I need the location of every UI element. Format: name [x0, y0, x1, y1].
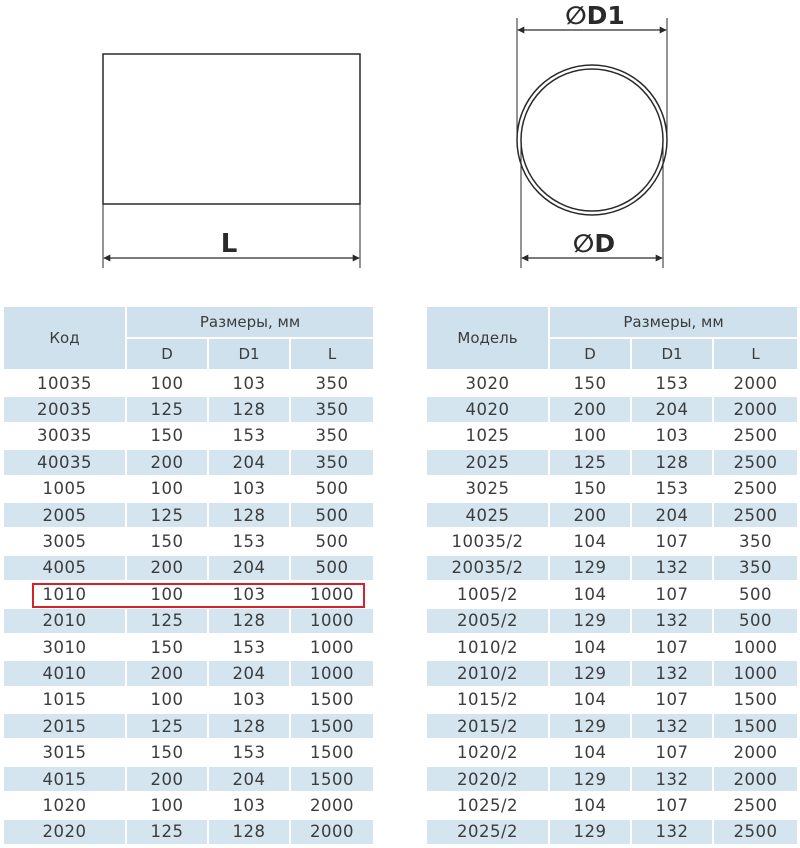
cell-d: 129: [550, 609, 632, 635]
cell-l: 350: [291, 371, 373, 397]
table-row: [4, 609, 373, 635]
cell-d: 104: [550, 688, 632, 714]
table-row: [427, 424, 797, 450]
cell-code: 3020: [427, 371, 550, 397]
cell-d1: 103: [209, 793, 291, 819]
cell-code: 4015: [4, 767, 127, 793]
table-row: [427, 529, 797, 555]
cell-d: 200: [127, 661, 209, 687]
table-row: [4, 793, 373, 819]
cell-l: 1500: [291, 740, 373, 766]
cell-code: 2010: [4, 609, 127, 635]
cell-d1: 153: [632, 477, 714, 503]
cell-l: 1500: [714, 688, 797, 714]
cell-d1: 153: [632, 371, 714, 397]
table-row: [427, 582, 797, 608]
cell-l: 2000: [714, 740, 797, 766]
cell-l: 2000: [714, 767, 797, 793]
cell-code: 1010: [4, 582, 127, 608]
table-row: [427, 767, 797, 793]
cell-d: 150: [550, 371, 632, 397]
cell-d1: 107: [632, 793, 714, 819]
table-row: [427, 793, 797, 819]
cell-code: 3015: [4, 740, 127, 766]
table-row: [4, 661, 373, 687]
cell-code: 20035/2: [427, 556, 550, 582]
table-row: [4, 767, 373, 793]
cell-l: 2000: [714, 371, 797, 397]
cell-l: 1500: [291, 767, 373, 793]
cell-d1: 132: [632, 820, 714, 846]
cell-d1: 107: [632, 688, 714, 714]
cell-d1: 132: [632, 767, 714, 793]
cell-l: 2500: [714, 503, 797, 529]
dimensions-table-left: [4, 307, 373, 846]
cell-d: 125: [127, 609, 209, 635]
cell-code: 10035: [4, 371, 127, 397]
table-row: [427, 714, 797, 740]
cell-d: 150: [127, 529, 209, 555]
cell-d1: 153: [209, 424, 291, 450]
cell-d: 104: [550, 740, 632, 766]
table-row: [427, 661, 797, 687]
cell-code: 4020: [427, 397, 550, 423]
cell-l: 2500: [714, 793, 797, 819]
table-row: [4, 714, 373, 740]
cell-l: 1000: [714, 661, 797, 687]
outer-diameter-label: ∅D1: [565, 1, 625, 30]
cell-l: 500: [714, 609, 797, 635]
cell-d: 150: [127, 424, 209, 450]
cell-code: 20035: [4, 397, 127, 423]
table-row: [4, 820, 373, 846]
cell-code: 1025/2: [427, 793, 550, 819]
cell-d1: 204: [209, 556, 291, 582]
table-row: [4, 529, 373, 555]
cell-l: 1500: [291, 688, 373, 714]
cell-d1: 132: [632, 661, 714, 687]
cell-d: 125: [127, 397, 209, 423]
cell-d1: 103: [632, 424, 714, 450]
header-model: Модель: [427, 307, 550, 371]
cell-d1: 103: [209, 477, 291, 503]
cell-d1: 128: [209, 820, 291, 846]
cell-d: 125: [550, 450, 632, 476]
cell-l: 350: [291, 397, 373, 423]
header-l: L: [714, 339, 797, 371]
cell-d: 200: [127, 767, 209, 793]
table-row: [4, 556, 373, 582]
cell-d1: 103: [209, 688, 291, 714]
table-row: [4, 424, 373, 450]
cell-l: 2500: [714, 477, 797, 503]
cell-code: 1025: [427, 424, 550, 450]
cell-l: 2000: [714, 397, 797, 423]
cell-d1: 107: [632, 740, 714, 766]
cell-d1: 128: [209, 503, 291, 529]
cell-code: 2015/2: [427, 714, 550, 740]
cell-l: 2500: [714, 820, 797, 846]
cell-l: 500: [291, 529, 373, 555]
cell-d1: 128: [209, 397, 291, 423]
cell-code: 4005: [4, 556, 127, 582]
technical-drawing: [0, 0, 800, 300]
table-row: [4, 477, 373, 503]
table-row: [4, 740, 373, 766]
header-dimensions: Размеры, мм: [127, 307, 373, 339]
cell-code: 2020: [4, 820, 127, 846]
cell-d: 100: [127, 793, 209, 819]
cell-code: 30035: [4, 424, 127, 450]
table-row: [427, 740, 797, 766]
cell-l: 350: [291, 424, 373, 450]
table-row: [4, 688, 373, 714]
cell-d: 100: [127, 371, 209, 397]
cell-l: 2500: [714, 424, 797, 450]
cell-l: 350: [291, 450, 373, 476]
table-row: [427, 371, 797, 397]
cell-code: 2025: [427, 450, 550, 476]
header-d1: D1: [209, 339, 291, 371]
cell-d1: 128: [632, 450, 714, 476]
cell-l: 1000: [714, 635, 797, 661]
duct-inner-circle: [521, 69, 663, 211]
cell-code: 40035: [4, 450, 127, 476]
cell-d1: 132: [632, 714, 714, 740]
cell-d1: 153: [209, 635, 291, 661]
duct-side-view: [103, 54, 360, 204]
table-row: [4, 503, 373, 529]
cell-code: 3010: [4, 635, 127, 661]
header-d1: D1: [632, 339, 714, 371]
cell-d: 100: [127, 688, 209, 714]
cell-d: 150: [127, 635, 209, 661]
cell-d: 129: [550, 556, 632, 582]
cell-code: 2020/2: [427, 767, 550, 793]
cell-d1: 132: [632, 556, 714, 582]
cell-d: 100: [127, 582, 209, 608]
cell-code: 1010/2: [427, 635, 550, 661]
cell-d: 104: [550, 582, 632, 608]
cell-d: 125: [127, 820, 209, 846]
inner-diameter-label: ∅D: [572, 229, 616, 258]
cell-code: 4025: [427, 503, 550, 529]
cell-d1: 128: [209, 714, 291, 740]
cell-code: 2025/2: [427, 820, 550, 846]
table-row: [427, 477, 797, 503]
cell-d1: 103: [209, 582, 291, 608]
cell-d1: 107: [632, 635, 714, 661]
cell-code: 1015/2: [427, 688, 550, 714]
cell-l: 1000: [291, 609, 373, 635]
table-row: [427, 397, 797, 423]
length-label: L: [220, 229, 238, 259]
cell-code: 2005: [4, 503, 127, 529]
cell-d1: 204: [632, 397, 714, 423]
cell-code: 2005/2: [427, 609, 550, 635]
cell-l: 350: [714, 529, 797, 555]
cell-d: 129: [550, 767, 632, 793]
cell-l: 1500: [291, 714, 373, 740]
cell-code: 3025: [427, 477, 550, 503]
cell-d1: 107: [632, 582, 714, 608]
cell-d: 200: [127, 450, 209, 476]
header-code: Код: [4, 307, 127, 371]
cell-d1: 204: [209, 450, 291, 476]
cell-d1: 153: [209, 529, 291, 555]
duct-outer-circle: [517, 65, 667, 215]
cell-d1: 107: [632, 529, 714, 555]
cell-l: 1000: [291, 582, 373, 608]
cell-l: 1000: [291, 661, 373, 687]
cell-d: 200: [550, 397, 632, 423]
cell-code: 2010/2: [427, 661, 550, 687]
cell-d1: 204: [209, 767, 291, 793]
table-row: [4, 371, 373, 397]
cell-code: 4010: [4, 661, 127, 687]
cell-d: 129: [550, 661, 632, 687]
cell-d1: 103: [209, 371, 291, 397]
table-row: [4, 450, 373, 476]
cell-code: 3005: [4, 529, 127, 555]
highlighted-row-frame: [32, 583, 365, 608]
cell-code: 2015: [4, 714, 127, 740]
cell-code: 1020/2: [427, 740, 550, 766]
table-row: [427, 635, 797, 661]
cell-l: 350: [714, 556, 797, 582]
cell-l: 1500: [714, 714, 797, 740]
cell-l: 500: [291, 556, 373, 582]
cell-d: 129: [550, 820, 632, 846]
cell-d: 129: [550, 714, 632, 740]
cell-l: 2000: [291, 820, 373, 846]
cell-d: 200: [550, 503, 632, 529]
table-row: [4, 397, 373, 423]
cell-d: 125: [127, 503, 209, 529]
cell-d: 125: [127, 714, 209, 740]
header-d: D: [550, 339, 632, 371]
cell-d1: 153: [209, 740, 291, 766]
cell-code: 1005: [4, 477, 127, 503]
cell-d: 100: [550, 424, 632, 450]
header-d: D: [127, 339, 209, 371]
cell-l: 500: [291, 503, 373, 529]
table-row: [427, 688, 797, 714]
cell-d1: 128: [209, 609, 291, 635]
table-row: [427, 503, 797, 529]
cell-l: 500: [291, 477, 373, 503]
cell-d: 104: [550, 529, 632, 555]
cell-d1: 204: [209, 661, 291, 687]
cell-code: 10035/2: [427, 529, 550, 555]
cell-l: 1000: [291, 635, 373, 661]
cell-d: 150: [550, 477, 632, 503]
cell-d: 200: [127, 556, 209, 582]
cell-l: 2500: [714, 450, 797, 476]
cell-d1: 204: [632, 503, 714, 529]
dimensions-table-right: [427, 307, 797, 846]
cell-code: 1005/2: [427, 582, 550, 608]
table-row: [427, 609, 797, 635]
cell-l: 500: [714, 582, 797, 608]
cell-code: 1015: [4, 688, 127, 714]
cell-d: 100: [127, 477, 209, 503]
table-row: [427, 450, 797, 476]
cell-d: 150: [127, 740, 209, 766]
table-row: [427, 820, 797, 846]
cell-l: 2000: [291, 793, 373, 819]
header-l: L: [291, 339, 373, 371]
cell-d1: 132: [632, 609, 714, 635]
table-row: [4, 635, 373, 661]
cell-code: 1020: [4, 793, 127, 819]
cell-d: 104: [550, 793, 632, 819]
cell-d: 104: [550, 635, 632, 661]
table-row: [427, 556, 797, 582]
header-dimensions: Размеры, мм: [550, 307, 797, 339]
